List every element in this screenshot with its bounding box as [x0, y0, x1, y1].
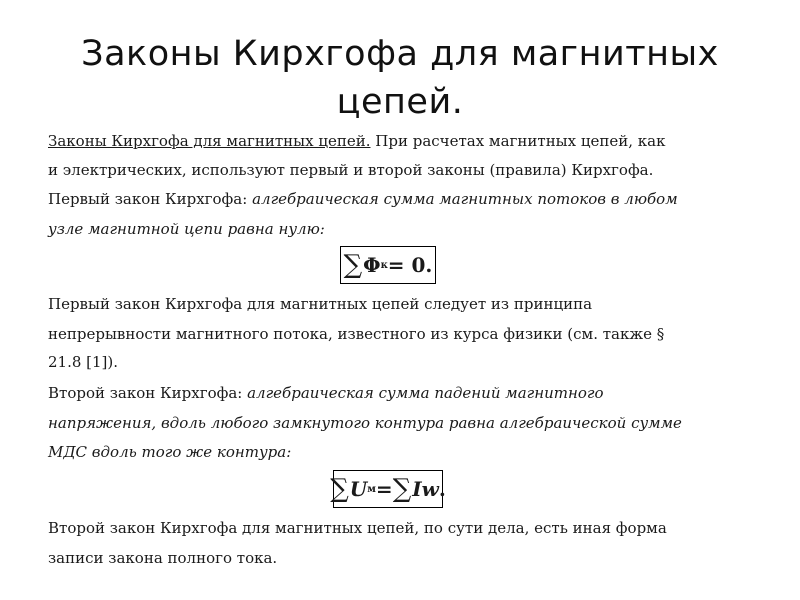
first-law-line-2: узле магнитной цепи равна нулю: [48, 220, 325, 238]
formula-equals-zero: = 0. [387, 253, 433, 277]
first-law-formula [340, 246, 436, 284]
paragraph-conclusion-line-1: Второй закон Кирхгофа для магнитных цепей, по сути дела, есть иная форма [48, 519, 667, 537]
intro-heading: Законы Кирхгофа для магнитных цепей. [48, 132, 371, 150]
mmf-symbol: Iw [412, 477, 439, 501]
magnetic-voltage-symbol: U [349, 477, 368, 501]
second-law-line-3: МДС вдоль того же контура: [48, 443, 292, 461]
paragraph-continuity-line-1: Первый закон Кирхгофа для магнитных цепей следует из принципа [48, 295, 593, 313]
second-law-definition: алгебраическая сумма падений магнитного [247, 384, 604, 402]
flux-symbol: Φ [363, 253, 381, 277]
formula-period: . [438, 477, 446, 501]
second-law-line-2: напряжения, вдоль любого замкнутого контура равна алгебраической сумме [48, 414, 682, 432]
paragraph-continuity-line-2: непрерывности магнитного потока, известного из курса физики (см. также § [48, 325, 665, 343]
sum-symbol-right: ∑ [392, 474, 412, 504]
paragraph-continuity-line-3: 21.8 [1]). [48, 353, 119, 371]
first-law-label: Первый закон Кирхгофа: [48, 190, 253, 208]
magnetic-voltage-subscript: м [367, 483, 376, 495]
node-subscript: к [380, 259, 388, 271]
paragraph-intro-line-1 [48, 131, 665, 151]
first-law-definition: алгебраическая сумма магнитных потоков в любом [252, 190, 678, 208]
second-law-formula [330, 470, 446, 508]
second-law-line-1 [48, 383, 604, 403]
second-law-label: Второй закон Кирхгофа: [48, 384, 248, 402]
first-law-line-1 [48, 189, 678, 209]
paragraph-intro-line-2: и электрических, используют первый и второй законы (правила) Кирхгофа. [48, 161, 654, 179]
sum-symbol-left: ∑ [330, 474, 349, 504]
slide-title: Законы Кирхгофа для магнитных цепей. [81, 34, 719, 122]
paragraph-conclusion-line-2: записи закона полного тока. [48, 549, 278, 567]
intro-text: При расчетах магнитных цепей, как [370, 132, 666, 150]
formula-equals: = [375, 477, 393, 501]
sum-symbol: ∑ [343, 250, 363, 280]
